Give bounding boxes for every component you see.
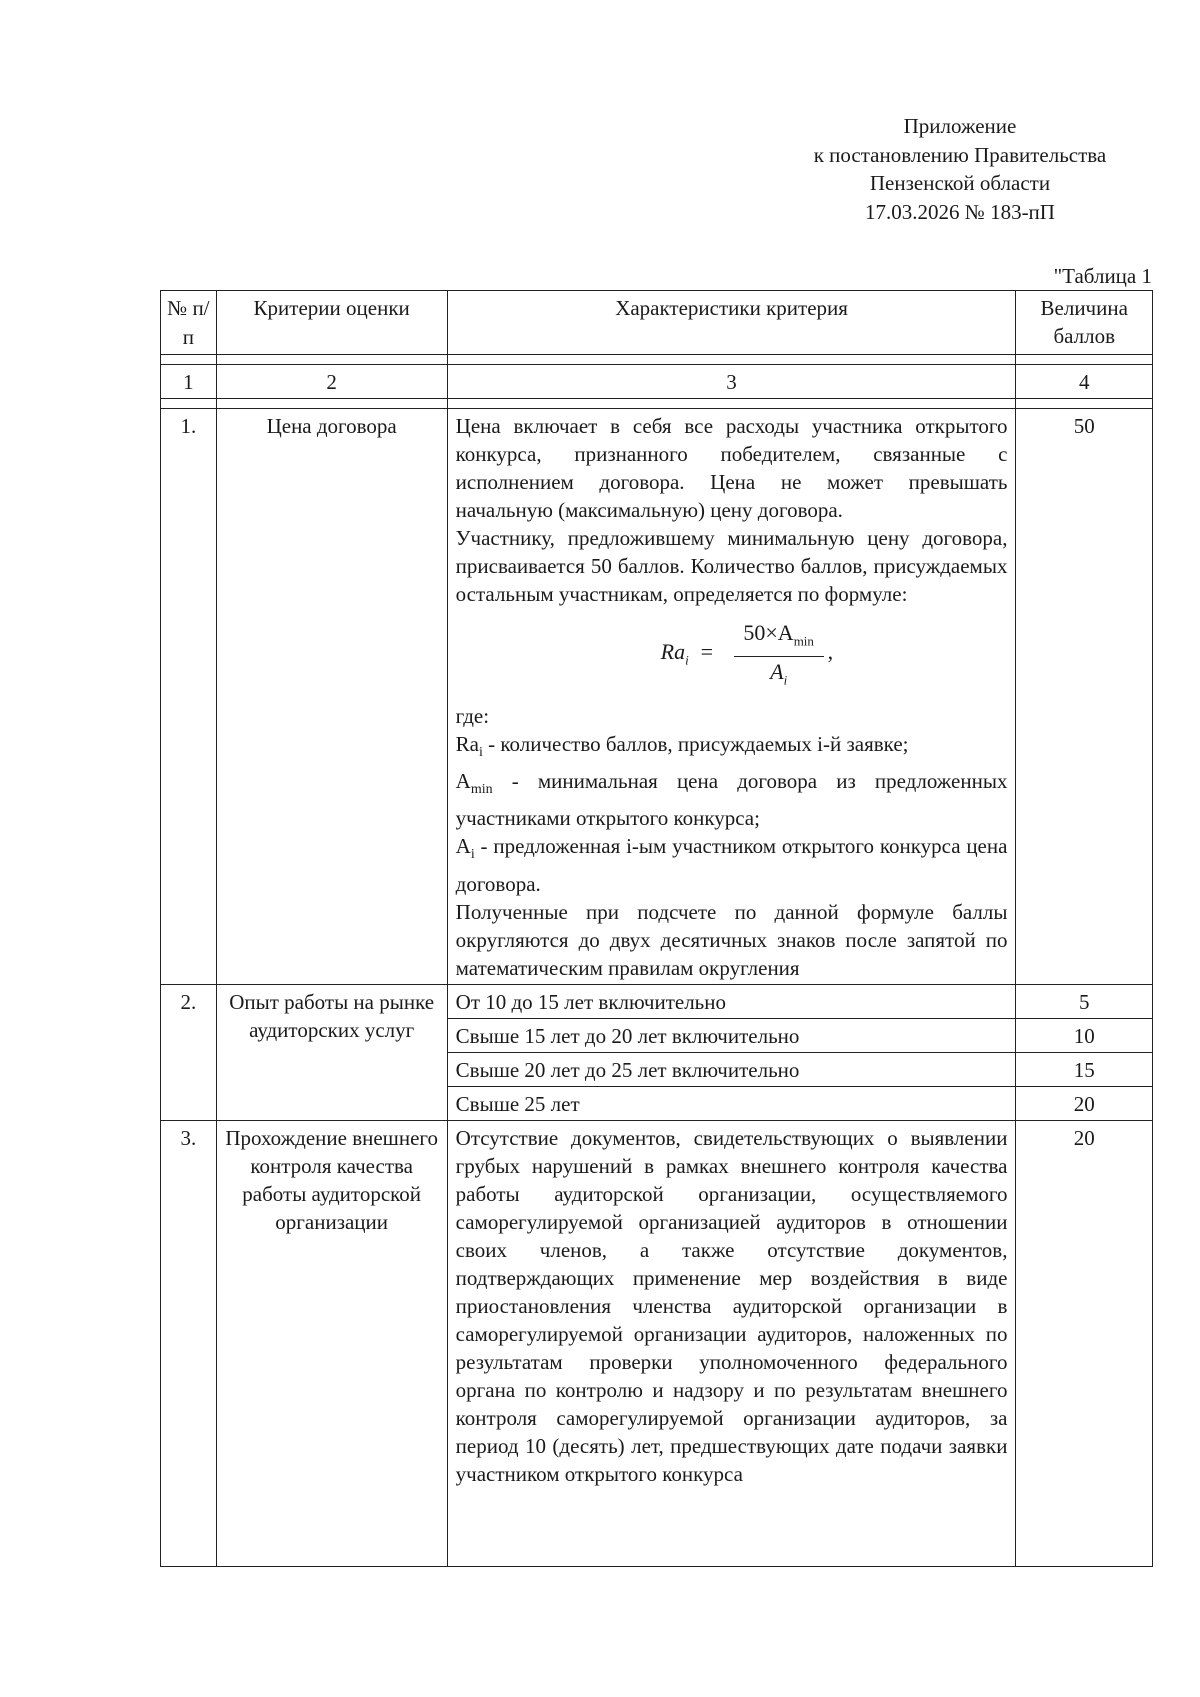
table-row [161,409,1153,985]
header-num: № п/п [161,291,217,355]
header-characteristics: Характеристики критерия [447,291,1016,355]
formula-lhs-symbol: Ra [660,639,686,664]
header-gap [161,355,1153,365]
row3-criterion: Прохождение внешнего контроля качества работы аудиторской организации [216,1120,447,1566]
row1-num: 1. [161,409,217,985]
row3-characteristics: Отсутствие документов, свидетельствующих о выявлении грубых нарушений в рамках внешнего контроля качества работы аудиторской организации, осуществляемого саморегулируемой организацией аудиторов в отношении своих членов, а также отсутствие документов, подтверждающих применение мер воздействия в виде приостановления членства аудиторской организации в саморегулируемой организации аудиторов, наложенных по результатам проверки уполномоченного федерального органа по контролю и надзору и по результатам внешнего контроля саморегулируемой организации аудиторов, за период 10 (десять) лет, предшествующих дате подачи заявки участником открытого конкурса [447,1120,1016,1566]
formula-lhs-sub: i [685,652,689,668]
row2-item-4: Свыше 25 лет [447,1086,1016,1120]
row1-def2 [456,767,1008,832]
criteria-table [160,290,1153,1567]
appendix-header [770,112,1150,226]
def2-text: - минимальная цена договора из предложенных участниками открытого конкурса; [455,769,1008,831]
row1-text1: Цена включает в себя все расходы участника открытого конкурса, признанного победителем, связанные с исполнением договора. Цена не может превышать начальную (максимальную) цену договора. [455,414,1008,522]
score-formula [456,618,1008,698]
row1-def3 [456,832,1008,897]
def3-sub: i [470,847,475,863]
def1-symbol: Ra [455,732,479,756]
column-number-gap [161,399,1153,409]
formula-fraction [734,618,824,696]
formula-denominator-sub: i [783,672,788,688]
formula-numerator-text: 50×A [743,620,794,645]
row1-def1 [456,730,1008,767]
column-number-4: 4 [1016,365,1153,399]
formula-numerator-sub: min [793,633,814,649]
def2-sub: min [470,782,493,798]
column-number-3: 3 [447,365,1016,399]
row2-item-4-points: 20 [1016,1086,1153,1120]
row2-item-3-points: 15 [1016,1052,1153,1086]
def1-sub: i [478,745,483,761]
header-row [161,291,1153,355]
row2-item-1-points: 5 [1016,984,1153,1018]
row1-characteristics [447,409,1016,985]
row1-where: где: [455,704,490,728]
row3-points: 20 [1016,1120,1153,1566]
formula-denominator [734,657,824,695]
table-row [161,1120,1153,1566]
formula-comma: , [827,639,834,664]
header-criteria: Критерии оценки [216,291,447,355]
appendix-title: Приложение [903,114,1017,138]
row1-criterion: Цена договора [216,409,447,985]
table-caption: "Таблица 1 [1053,264,1152,288]
formula-equals: = [700,639,714,664]
column-number-1: 1 [161,365,217,399]
formula-numerator [734,618,824,657]
column-number-row [161,365,1153,399]
def1-text: - количество баллов, присуждаемых i-й заявке; [482,732,909,756]
table-row [161,984,1153,1018]
row2-item-2: Свыше 15 лет до 20 лет включительно [447,1018,1016,1052]
row3-num: 3. [161,1120,217,1566]
def2-symbol: A [455,769,471,794]
column-number-2: 2 [216,365,447,399]
row1-text3: Полученные при подсчете по данной формуле баллы округляются до двух десятичных знаков после запятой по математическим правилам округления [455,899,1008,980]
header-points: Величина баллов [1016,291,1153,355]
formula-lhs [661,638,689,674]
row2-item-2-points: 10 [1016,1018,1153,1052]
row1-points: 50 [1016,409,1153,985]
def3-symbol: A [455,834,471,859]
formula-denominator-text: A [770,659,784,685]
appendix-region: Пензенской области [869,171,1051,195]
row1-text2: Участнику, предложившему минимальную цену договора, присваивается 50 баллов. Количество баллов, присуждаемых остальным участникам, определяется по формуле: [455,526,1008,606]
row2-item-3: Свыше 20 лет до 25 лет включительно [447,1052,1016,1086]
row2-criterion: Опыт работы на рынке аудиторских услуг [216,984,447,1120]
appendix-date-number: 17.03.2026 № 183-пП [865,199,1055,224]
def3-text: - предложенная i-ым участником открытого конкурса цена договора. [455,834,1008,896]
row2-num: 2. [161,984,217,1120]
appendix-resolution: к постановлению Правительства [813,142,1107,167]
row2-item-1: От 10 до 15 лет включительно [447,984,1016,1018]
